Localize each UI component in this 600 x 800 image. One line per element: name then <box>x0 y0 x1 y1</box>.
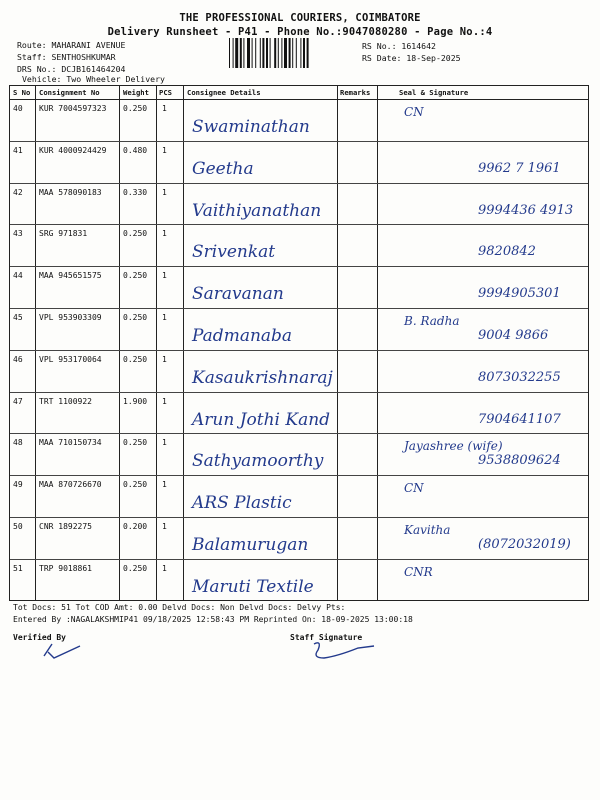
table-row <box>10 392 588 435</box>
row-sno: 45 <box>13 313 23 322</box>
table-row <box>10 475 588 518</box>
col-consignment: Consignment No <box>39 88 100 97</box>
row-phone-handwriting: 9004 9866 <box>478 328 549 343</box>
staff-signature-image <box>308 638 378 666</box>
row-phone-handwriting: 9994905301 <box>478 286 561 302</box>
row-consignment-no: VPL 953903309 <box>39 313 102 322</box>
row-consignment-no: TRP 9018861 <box>39 563 92 573</box>
row-weight: 0.330 <box>123 187 148 197</box>
row-pcs: 1 <box>162 480 167 490</box>
document-subtitle: Delivery Runsheet - P41 - Phone No.:9047080280 - Page No.:4 <box>107 26 493 38</box>
table-row <box>10 517 588 560</box>
table-row <box>10 266 588 309</box>
rs-block <box>362 40 461 64</box>
row-consignee-handwriting: Srivenkat <box>192 242 276 263</box>
row-sno: 50 <box>13 522 23 531</box>
row-weight: 0.250 <box>123 480 148 490</box>
verified-by-label: Verified By <box>13 633 66 642</box>
table-row <box>10 141 588 184</box>
vehicle-label: Vehicle: Two Wheeler Delivery <box>22 74 165 84</box>
drs-label: DRS No.: DCJB161464204 <box>17 64 126 74</box>
row-seal-handwriting: CN <box>404 105 424 119</box>
row-sno: 41 <box>13 145 23 155</box>
row-pcs: 1 <box>162 354 167 364</box>
row-pcs: 1 <box>162 522 167 531</box>
row-seal-handwriting: CN <box>404 481 424 496</box>
col-weight: Weight <box>123 88 149 97</box>
col-consignee: Consignee Details <box>187 88 261 97</box>
table-row <box>10 308 588 351</box>
row-pcs: 1 <box>162 313 167 322</box>
verifier-signature-image <box>40 640 85 662</box>
row-pcs: 1 <box>162 104 167 113</box>
row-consignee-handwriting: Geetha <box>192 158 254 179</box>
row-phone-handwriting: 9994436 4913 <box>478 202 574 218</box>
row-weight: 0.250 <box>123 271 148 281</box>
row-weight: 0.200 <box>123 522 148 531</box>
row-pcs: 1 <box>162 396 167 406</box>
row-consignment-no: MAA 578090183 <box>39 187 102 197</box>
row-consignment-no: SRG 971831 <box>39 229 88 239</box>
row-consignee-handwriting: Maruti Textile <box>192 576 314 597</box>
row-seal-handwriting: CNR <box>404 564 433 579</box>
row-phone-handwriting: 9962 7 1961 <box>478 160 561 176</box>
row-consignee-handwriting: ARS Plastic <box>192 493 292 514</box>
row-consignment-no: KUR 7004597323 <box>39 104 107 113</box>
row-consignee-handwriting: Sathyamoorthy <box>192 451 324 472</box>
row-consignment-no: MAA 945651575 <box>39 271 102 281</box>
row-phone-handwriting: 8073032255 <box>478 369 561 385</box>
table-header <box>10 86 588 100</box>
col-sno: S No <box>13 88 31 97</box>
table-row <box>10 183 588 226</box>
row-consignment-no: MAA 870726670 <box>39 480 102 490</box>
staff-signature-label: Staff Signature <box>290 633 363 642</box>
footer-totals: Tot Docs: 51 Tot COD Amt: 0.00 Delvd Docs: Non Delvd Docs: Delvy Pts: <box>13 603 346 612</box>
table-row <box>10 350 588 393</box>
col-remarks: Remarks <box>340 88 371 97</box>
row-sno: 48 <box>13 438 23 448</box>
row-phone-handwriting: 7904641107 <box>478 411 561 427</box>
row-pcs: 1 <box>162 271 167 281</box>
rs-number: RS No.: 1614642 <box>362 41 436 51</box>
row-phone-handwriting: 9538809624 <box>478 453 561 469</box>
row-weight: 0.250 <box>123 313 148 322</box>
col-pcs: PCS <box>159 88 172 97</box>
row-sno: 49 <box>13 480 23 490</box>
runsheet-table <box>9 85 589 601</box>
row-consignee-handwriting: Swaminathan <box>192 117 310 137</box>
footer-entered: Entered By :NAGALAKSHMIP41 09/18/2025 12:58:43 PM Reprinted On: 18-09-2025 13:00:18 <box>13 615 413 624</box>
row-consignment-no: VPL 953170064 <box>39 354 102 364</box>
row-sno: 51 <box>13 563 23 573</box>
row-consignment-no: TRT 1100922 <box>39 396 92 406</box>
row-weight: 0.250 <box>123 438 148 448</box>
row-pcs: 1 <box>162 145 167 155</box>
row-weight: 0.480 <box>123 145 148 155</box>
route-label: Route: MAHARANI AVENUE <box>17 40 126 50</box>
row-consignment-no: CNR 1892275 <box>39 522 92 531</box>
table-row <box>10 224 588 267</box>
row-seal-handwriting: Kavitha <box>404 523 451 537</box>
staff-label: Staff: SENTHOSHKUMAR <box>17 52 116 62</box>
row-weight: 1.900 <box>123 396 148 406</box>
table-row <box>10 433 588 476</box>
row-pcs: 1 <box>162 229 167 239</box>
table-row <box>10 559 588 601</box>
row-consignee-handwriting: Saravanan <box>192 284 284 305</box>
row-sno: 46 <box>13 354 23 364</box>
row-weight: 0.250 <box>123 354 148 364</box>
row-sno: 47 <box>13 396 23 406</box>
row-consignee-handwriting: Arun Jothi Kand <box>192 409 331 430</box>
row-consignee-handwriting: Vaithiyanathan <box>192 200 322 221</box>
row-seal-handwriting: Jayashree (wife) <box>404 439 503 454</box>
row-consignment-no: MAA 710150734 <box>39 438 102 448</box>
row-weight: 0.250 <box>123 229 148 239</box>
document-title: THE PROFESSIONAL COURIERS, COIMBATORE <box>179 12 421 24</box>
row-sno: 43 <box>13 229 23 239</box>
rs-date: RS Date: 18-Sep-2025 <box>362 53 461 63</box>
row-weight: 0.250 <box>123 563 148 573</box>
row-consignee-handwriting: Padmanaba <box>192 326 293 346</box>
row-seal-handwriting: B. Radha <box>404 314 460 328</box>
row-consignee-handwriting: Kasaukrishnaraj <box>192 367 333 388</box>
table-row <box>10 99 588 142</box>
row-phone-handwriting: (8072032019) <box>478 537 571 552</box>
row-pcs: 1 <box>162 563 167 573</box>
row-pcs: 1 <box>162 187 167 197</box>
row-pcs: 1 <box>162 438 167 448</box>
row-consignee-handwriting: Balamurugan <box>192 535 309 555</box>
row-sno: 44 <box>13 271 23 281</box>
row-phone-handwriting: 9820842 <box>478 244 536 260</box>
row-weight: 0.250 <box>123 104 148 113</box>
row-consignment-no: KUR 4000924429 <box>39 145 107 155</box>
barcode-image <box>229 38 355 68</box>
row-sno: 40 <box>13 104 23 113</box>
col-seal: Seal & Signature <box>399 88 469 97</box>
row-sno: 42 <box>13 187 23 197</box>
